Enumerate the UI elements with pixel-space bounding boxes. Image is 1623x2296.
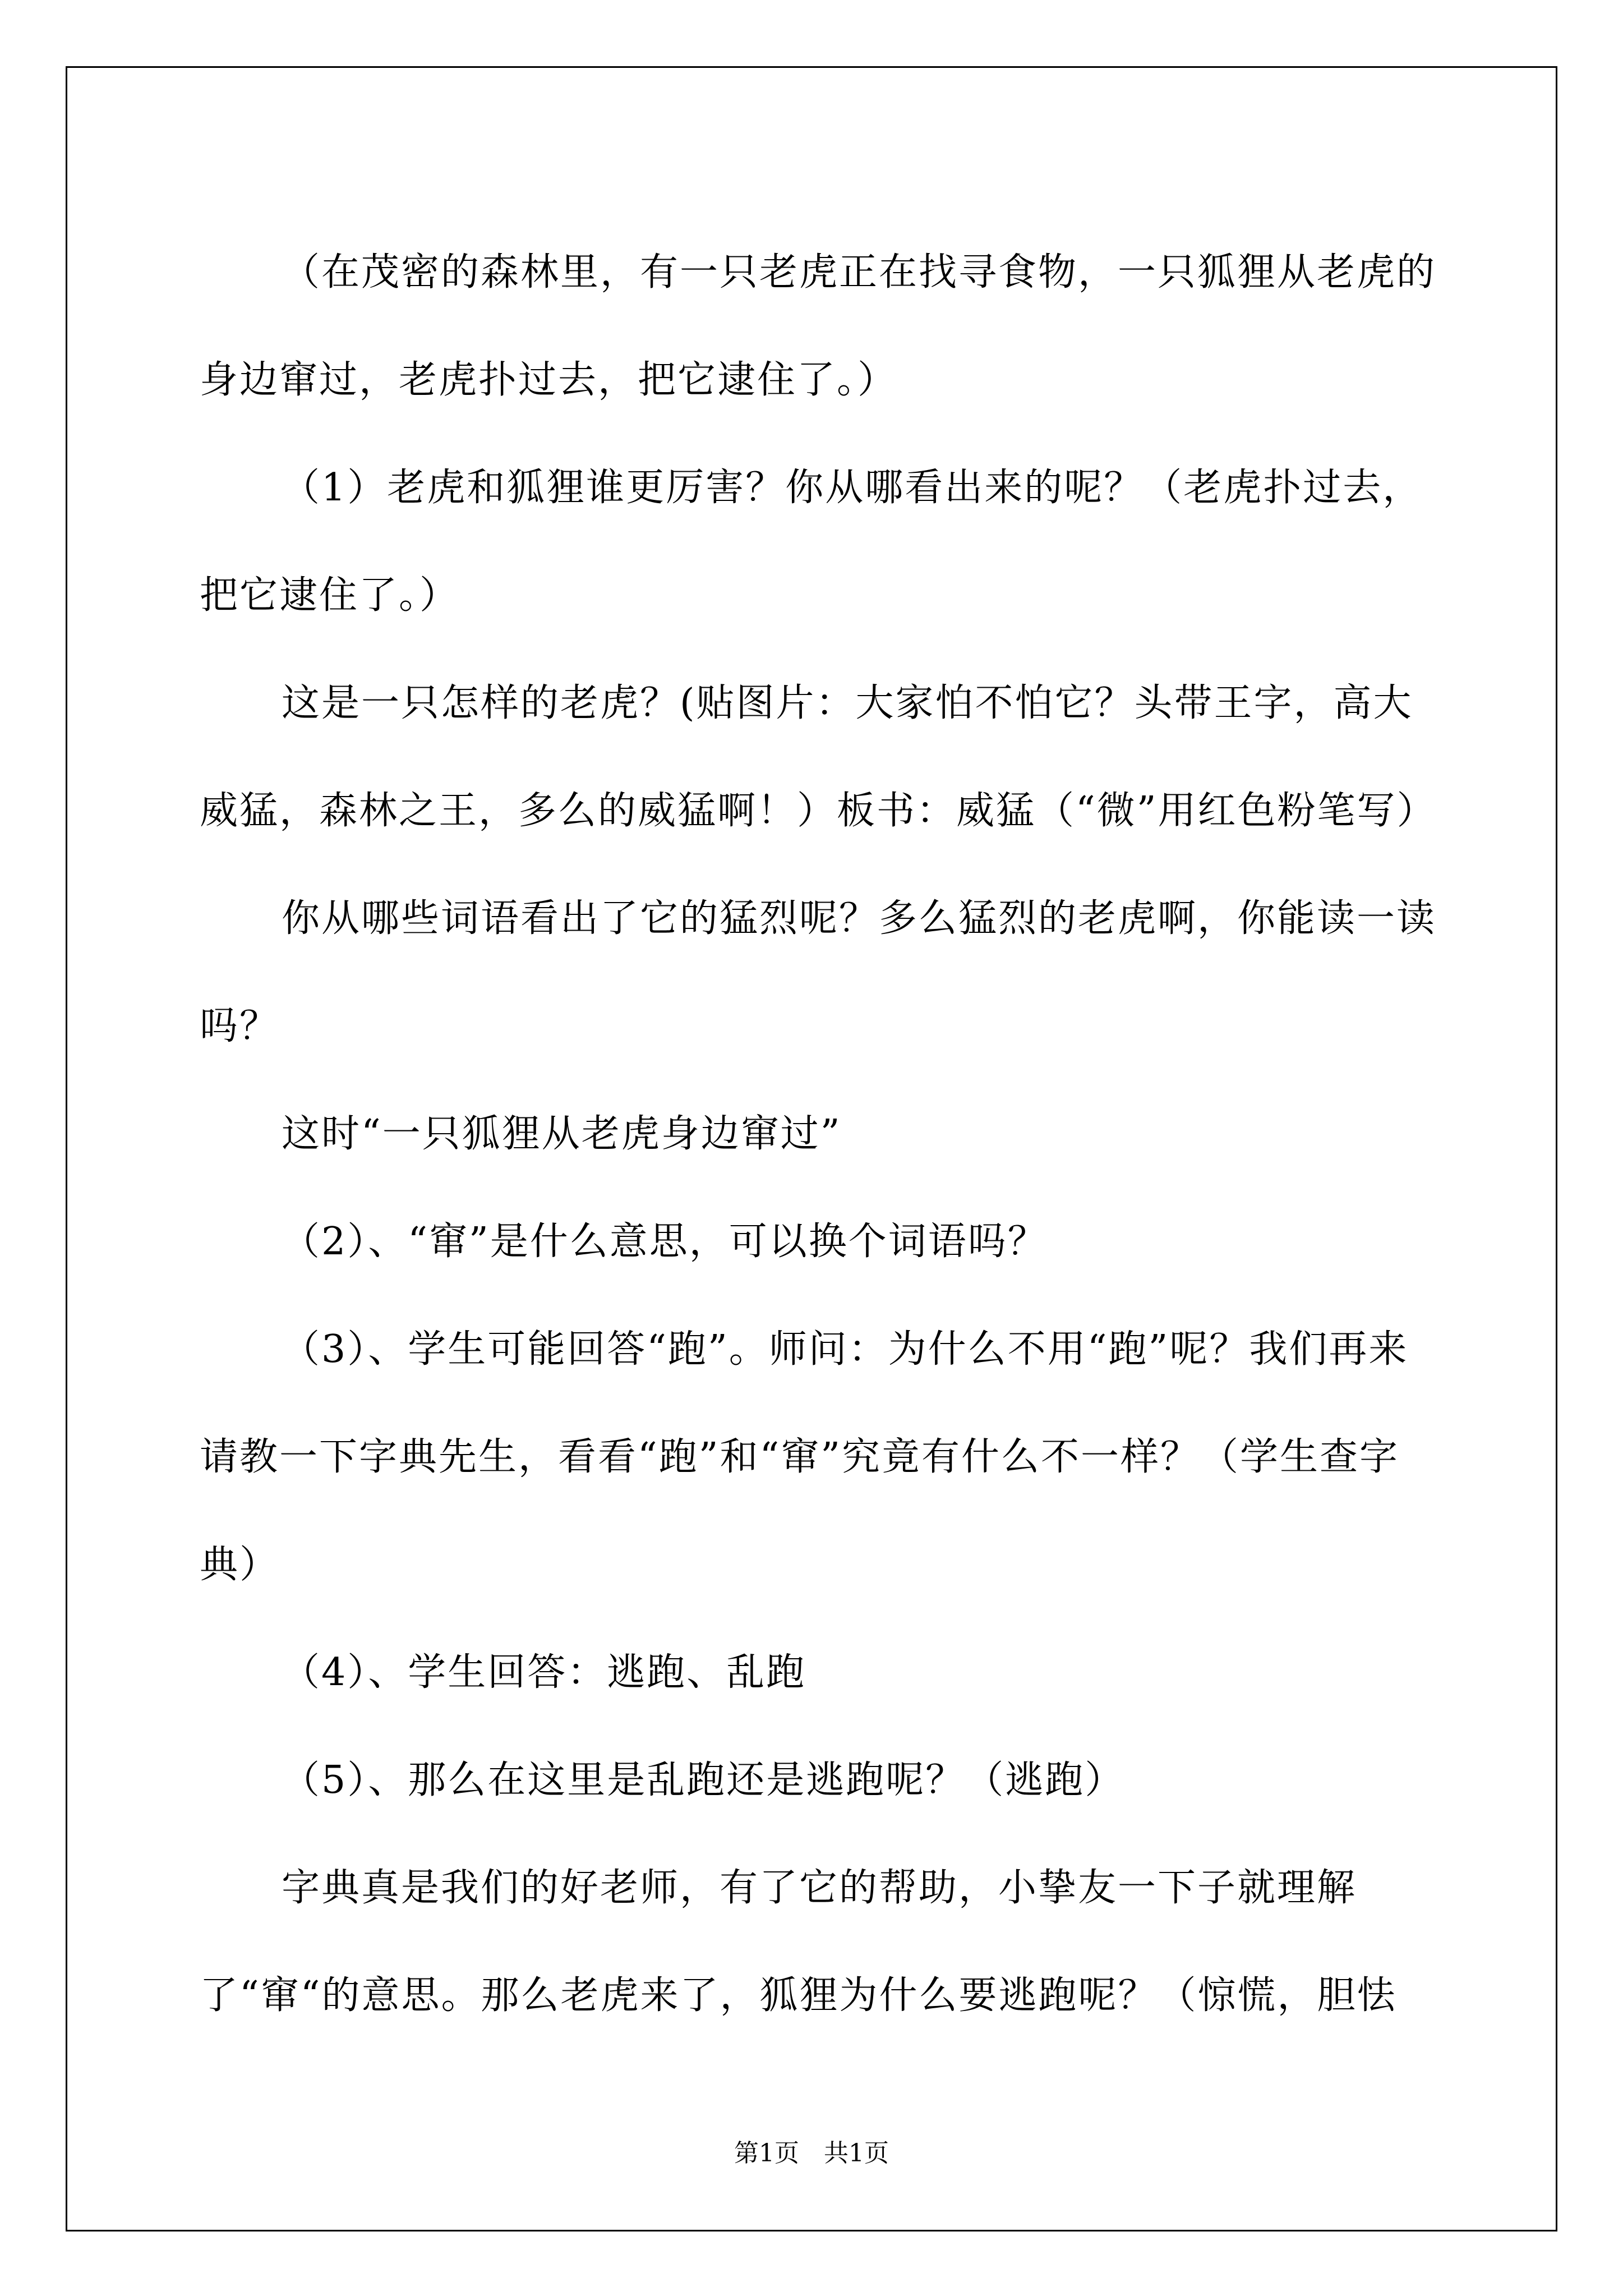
document-body (200, 219, 1439, 2050)
paragraph: 你从哪些词语看出了它的猛烈呢？多么猛烈的老虎啊，你能读一读吗？ (200, 896, 1437, 1048)
page-number-footer: 第1页 共1页 (734, 2139, 889, 2168)
paragraph: （1）老虎和狐狸谁更厉害？你从哪看出来的呢？（老虎扑过去，把它逮住了。） (200, 466, 1423, 618)
paragraph: （在茂密的森林里，有一只老虎正在找寻食物，一只狐狸从老虎的身边窜过，老虎扑过去，把它逮住了。） (200, 250, 1437, 402)
paragraph: （5）、那么在这里是乱跑还是逃跑呢？（逃跑） (282, 1758, 1125, 1802)
paragraph: 这是一只怎样的老虎？(贴图片：大家怕不怕它？头带王字，高大威猛，森林之王，多么的威猛啊！）板书：威猛（“微”用红色粉笔写） (200, 681, 1437, 833)
paragraph: （3）、学生可能回答“跑”。师问：为什么不用“跑”呢？我们再来请教一下字典先生，看看“跑”和“窜”究竟有什么不一样？（学生查字典） (200, 1327, 1409, 1587)
paragraph: （4）、学生回答：逃跑、乱跑 (282, 1650, 806, 1695)
paragraph: （2）、“窜”是什么意思，可以换个词语吗？ (282, 1220, 1048, 1264)
paragraph: 字典真是我们的好老师，有了它的帮助，小挚友一下子就理解了“窜“的意思。那么老虎来了，狐狸为什么要逃跑呢？（惊慌，胆怯 (200, 1866, 1397, 2018)
paragraph: 这时“一只狐狸从老虎身边窜过” (282, 1112, 842, 1156)
